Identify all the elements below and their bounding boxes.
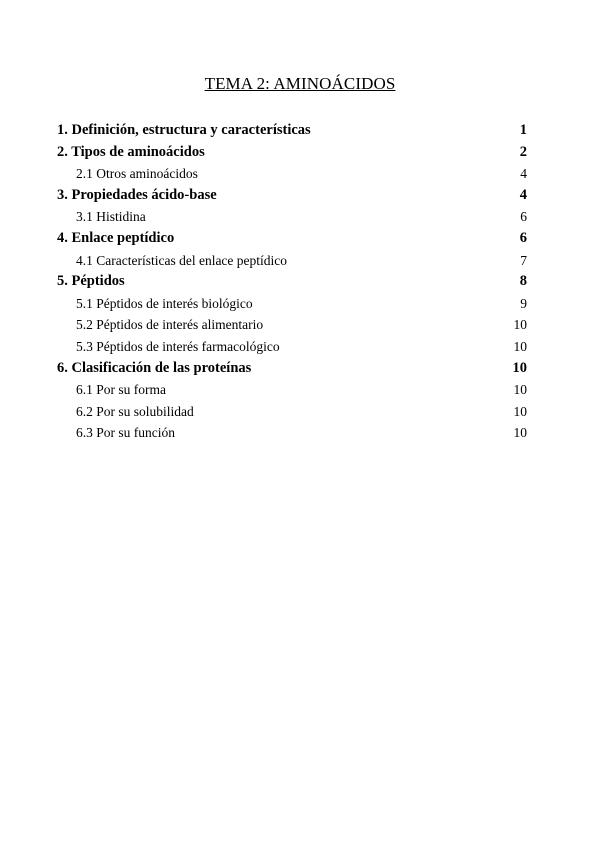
toc-entry-page: 6 (520, 209, 527, 225)
toc-entry-6-3[interactable] (57, 422, 527, 444)
toc-entry-5-1[interactable] (57, 293, 527, 315)
toc-entry-6-1[interactable] (57, 379, 527, 401)
toc-entry-page: 4 (520, 166, 527, 182)
toc-entry-page: 4 (519, 186, 527, 203)
toc-entry-page: 10 (513, 317, 527, 333)
page-title: TEMA 2: AMINOÁCIDOS (204, 74, 396, 93)
toc-entry-page: 10 (513, 338, 527, 354)
toc-entry-5-2[interactable] (57, 314, 527, 336)
toc-entry-6[interactable] (57, 358, 527, 380)
toc-entry-label: 2.1 Otros aminoácidos (76, 166, 198, 182)
toc-entry-label: 5.1 Péptidos de interés biológico (76, 295, 253, 311)
toc-entry-1[interactable] (57, 120, 527, 142)
toc-entry-label: 6.2 Por su solubilidad (76, 403, 194, 419)
toc-entry-6-2[interactable] (57, 401, 527, 423)
toc-entry-label: 5. Péptidos (57, 273, 125, 290)
toc-entry-5-3[interactable] (57, 336, 527, 358)
toc-entry-page: 1 (519, 122, 527, 138)
toc-entry-3[interactable] (57, 185, 527, 207)
toc-entry-label: 3. Propiedades ácido-base (57, 186, 217, 203)
toc-entry-3-1[interactable] (57, 206, 527, 228)
table-of-contents (57, 120, 527, 444)
toc-entry-label: 2. Tipos de aminoácidos (57, 143, 205, 160)
toc-entry-2-1[interactable] (57, 163, 527, 185)
toc-entry-2[interactable] (57, 142, 527, 164)
toc-entry-label: 4.1 Características del enlace peptídico (76, 252, 288, 268)
toc-entry-label: 1. Definición, estructura y características (57, 122, 311, 138)
toc-entry-label: 5.2 Péptidos de interés alimentario (76, 317, 264, 333)
toc-entry-label: 6.1 Por su forma (76, 382, 166, 398)
toc-entry-page: 10 (513, 403, 527, 419)
toc-entry-page: 6 (519, 229, 527, 246)
toc-entry-4[interactable] (57, 228, 527, 250)
toc-entry-page: 9 (520, 295, 527, 311)
toc-entry-page: 2 (519, 143, 527, 160)
toc-entry-page: 10 (513, 382, 527, 398)
toc-entry-label: 4. Enlace peptídico (57, 229, 175, 246)
toc-entry-label: 3.1 Histidina (76, 209, 146, 225)
toc-entry-label: 5.3 Péptidos de interés farmacológico (76, 338, 280, 354)
toc-entry-page: 8 (519, 273, 527, 290)
toc-entry-5[interactable] (57, 271, 527, 293)
toc-entry-label: 6.3 Por su función (76, 425, 175, 441)
toc-entry-label: 6. Clasificación de las proteínas (57, 359, 252, 376)
toc-entry-4-1[interactable] (57, 250, 527, 272)
toc-entry-page: 7 (520, 252, 527, 268)
toc-entry-page: 10 (512, 359, 527, 376)
toc-entry-page: 10 (513, 425, 527, 441)
